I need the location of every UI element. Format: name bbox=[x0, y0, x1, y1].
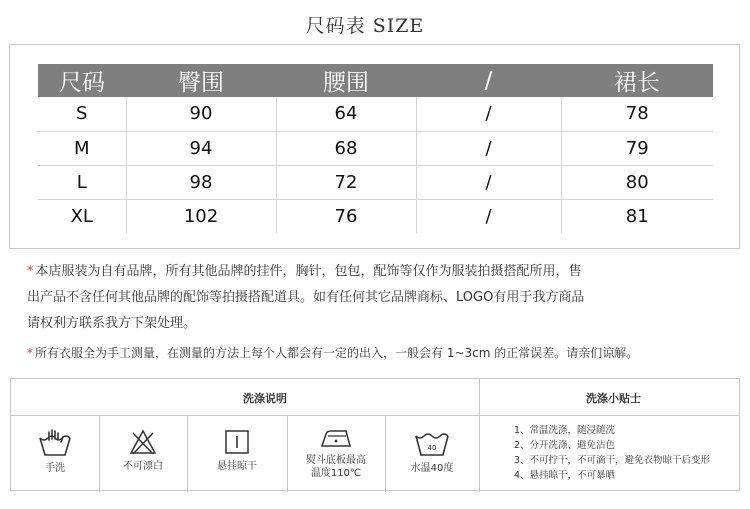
hand-wash-icon bbox=[37, 428, 73, 458]
wash-tips-heading: 洗涤小贴士 bbox=[586, 392, 641, 405]
header-size: 尺码 bbox=[38, 64, 126, 97]
cell-waist: 76 bbox=[276, 199, 416, 233]
care-item-hand-wash bbox=[11, 416, 99, 492]
care-header bbox=[11, 379, 739, 416]
care-label: 不可漂白 bbox=[123, 461, 163, 472]
size-table-header bbox=[38, 64, 713, 97]
cell-slash: / bbox=[416, 97, 561, 131]
cell-slash: / bbox=[416, 131, 561, 165]
measurement-note bbox=[27, 340, 638, 366]
note-line: 本店服装为自有品牌，所有其他品牌的挂件，胸针，包包，配饰等仅作为服装拍摄搭配所用，售 bbox=[35, 264, 582, 279]
star-icon: * bbox=[27, 264, 34, 279]
header-slash: / bbox=[416, 64, 561, 97]
table-row bbox=[38, 97, 713, 131]
page-title: 尺码表 SIZE bbox=[305, 15, 425, 37]
cell-skirt-length: 81 bbox=[625, 205, 649, 227]
care-item-water-temp bbox=[385, 416, 479, 492]
header-skirt-length: 裙长 bbox=[561, 64, 713, 97]
cell-skirt-length: 78 bbox=[561, 97, 713, 131]
list-item: 4、悬挂晾干，不可暴晒 bbox=[514, 470, 616, 481]
cell-hip: 98 bbox=[126, 165, 276, 199]
cell-slash: / bbox=[416, 199, 561, 233]
wash-tips-list bbox=[514, 423, 710, 483]
cell-skirt-length: 79 bbox=[561, 131, 713, 165]
cell-slash: / bbox=[416, 165, 561, 199]
header-hip: 臀围 bbox=[126, 64, 276, 97]
table-row bbox=[38, 165, 713, 199]
care-instructions-panel bbox=[10, 378, 740, 491]
care-item-iron bbox=[287, 416, 385, 492]
header-waist: 腰围 bbox=[276, 64, 416, 97]
divider bbox=[479, 379, 480, 492]
water-temp-value: 40 bbox=[427, 444, 437, 452]
brand-disclaimer-note bbox=[27, 259, 584, 337]
cell-waist: 68 bbox=[276, 131, 416, 165]
care-item-hang-dry bbox=[187, 416, 287, 492]
cell-size: S bbox=[38, 97, 126, 131]
care-label bbox=[287, 454, 385, 480]
table-row bbox=[38, 199, 713, 233]
size-chart-panel bbox=[9, 44, 740, 249]
cell-hip: 94 bbox=[126, 131, 276, 165]
care-label-line: 熨斗底板最高 bbox=[306, 455, 366, 466]
care-label: 悬挂晾干 bbox=[217, 461, 257, 472]
list-item: 2、分开洗涤、避免沾色 bbox=[514, 440, 616, 451]
list-item: 1、常温洗涤，随浸随洗 bbox=[514, 425, 616, 436]
cell-size: XL bbox=[38, 199, 126, 233]
cell-hip: 102 bbox=[126, 199, 276, 233]
cell-waist: 64 bbox=[276, 97, 416, 131]
note-line: 出产品不含任何其他品牌的配饰等拍摄搭配道具。如有任何其它品牌商标、LOGO有用于我方商品 bbox=[27, 290, 585, 305]
care-item-no-bleach bbox=[99, 416, 187, 492]
cell-skirt-length: 80 bbox=[561, 165, 713, 199]
no-bleach-icon bbox=[128, 428, 158, 456]
care-label-line: 温度110℃ bbox=[310, 468, 362, 479]
cell-waist: 72 bbox=[276, 165, 416, 199]
star-icon: * bbox=[27, 346, 33, 360]
table-row bbox=[38, 131, 713, 165]
note-line: 所有衣服全为手工测量，在测量的方法上每个人都会有一定的出入，一般会有 1~3cm 的正常误差。请亲们谅解。 bbox=[35, 346, 639, 360]
cell-hip: 90 bbox=[126, 97, 276, 131]
wash-instructions-heading: 洗涤说明 bbox=[243, 392, 287, 405]
note-line: 请权利方联系我方下架处理。 bbox=[27, 316, 197, 331]
cell-size: L bbox=[38, 165, 126, 199]
cell-size: M bbox=[38, 131, 126, 165]
care-label: 水温40度 bbox=[410, 463, 454, 474]
list-item: 3、不可拧干，不可滴干，避免衣物晾干后变形 bbox=[514, 455, 711, 466]
iron-icon bbox=[318, 426, 354, 450]
care-label: 手洗 bbox=[45, 463, 65, 474]
size-table bbox=[38, 64, 713, 233]
water-temp-icon bbox=[413, 428, 451, 458]
hang-dry-icon bbox=[223, 428, 251, 456]
